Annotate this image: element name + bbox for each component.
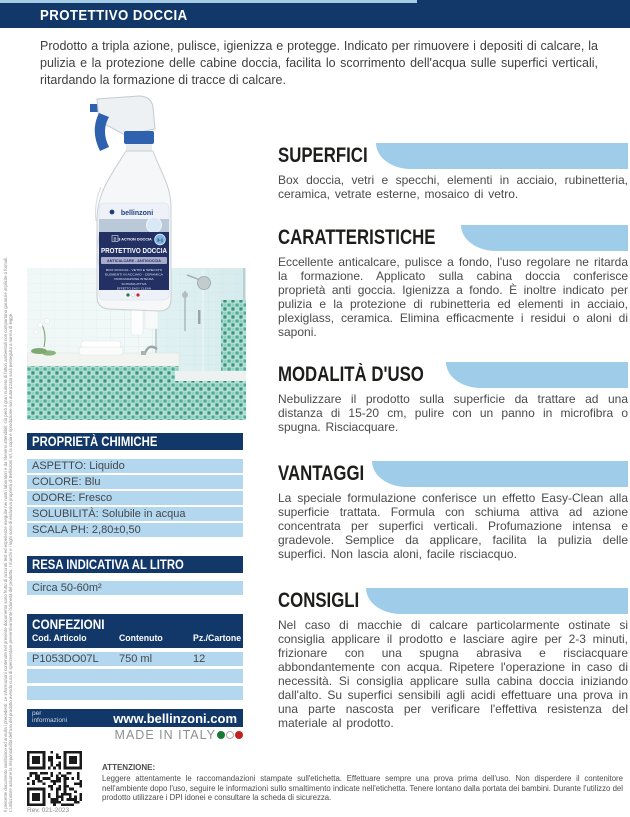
- section-modalita-duso: [278, 361, 628, 434]
- revision-label: Rev. 021-2023: [27, 807, 70, 814]
- label-subtitle: ANTICALCARE - ANTIGOCCIA: [107, 258, 162, 263]
- section-title: VANTAGGI: [278, 462, 365, 485]
- section-caratteristiche: [278, 224, 628, 339]
- label-action: 3 ACTION DOCCIA: [118, 237, 152, 242]
- chem-row-solubilita: SOLUBILITÀ: Solubile in acqua: [27, 507, 243, 521]
- section-ribbon: [461, 225, 628, 251]
- section-body: Box doccia, vetri e specchi, elementi in acciaio, rubinetteria, ceramica, vetrate esterne, mosaico di vetro.: [278, 173, 628, 201]
- section-vantaggi: [278, 460, 628, 561]
- legal-disclaimer-vertical: Il presente documento sostituisce ed annulla i precedenti. Le informazioni contenute nel presente documento sono frutto di accurati test ed esperienze eseguite nei nostri laboratori e da ritenersi attendibili; ciò però il gran numero di fattori ambientali non comportano garanzie implicite o formali. L'utilizzatore assume la responsabilità dell'uso del prodotto avendo cura di sperimentare preventivamente l'idoneità del prodotto. I marchi e i loghi sono di esclusiva proprietà di Bellinzoni srl, la copia e riproduzione non autorizzata sarà perseguita a norma di legge.: [3, 256, 14, 812]
- label-b-icon: B: [113, 236, 117, 242]
- label-flag-green-icon: [126, 293, 129, 296]
- section-title: MODALITÀ D'USO: [278, 363, 424, 386]
- top-accent-strip: [0, 0, 417, 3]
- chem-row-ph: SCALA PH: 2,80±0,50: [27, 523, 243, 537]
- section-consigli: [278, 587, 628, 730]
- label-flag-white-icon: [131, 293, 134, 296]
- bottle-label: [99, 203, 169, 300]
- section-body: Eccellente anticalcare, pulisce a fondo, l'uso regolare ne ritarda la formazione. Applicato sulla cabina doccia conferisce proprietà anti goccia. Igienizza a fondo. È inoltre indicato per pulizia e la protezione di rubinetteria ed elementi in acciaio, plexiglass, ceramica. Elimina efficacmente i residui o aloni di saponi.: [278, 255, 628, 339]
- section-title: SUPERFICI: [278, 144, 368, 167]
- label-line: ELEMENTI IN ACCIAIO - CERAMICA: [105, 272, 165, 277]
- made-in-italy: MADE IN ITALY: [27, 728, 243, 742]
- section-header: [278, 460, 628, 487]
- section-body: Nebulizzare il prodotto sulla superficie da trattare ad una distanza di 15-20 cm, pulire con un panno in microfibra o spugna. Risciacquare.: [278, 392, 628, 434]
- section-ribbon: [376, 143, 628, 169]
- section-header: [278, 224, 628, 251]
- col-cod-articolo: Cod. Articolo: [32, 633, 87, 644]
- chem-row-aspetto: ASPETTO: Liquido: [27, 459, 243, 473]
- section-header: [278, 361, 628, 388]
- label-line: EFFETTO EASY CLEAN: [116, 286, 152, 291]
- page-title: PROTETTIVO DOCCIA: [40, 6, 188, 24]
- section-header: [278, 142, 628, 169]
- website-link[interactable]: www.bellinzoni.com: [113, 710, 237, 726]
- label-line: BOX DOCCIA - VETRI E SPECCHI: [106, 268, 163, 272]
- table-row: P1053DO07L 750 ml 12: [27, 652, 243, 666]
- packs-columns: [27, 633, 243, 645]
- label-flag-red-icon: [136, 293, 139, 296]
- col-contenuto: Contenuto: [119, 633, 163, 644]
- info-label: per informazioni: [32, 710, 68, 724]
- flag-white-dot-icon: [226, 731, 234, 739]
- section-body: Nel caso di macchie di calcare particolarmente ostinate si consiglia applicare il prodotto e lasciare agire per 2-3 minuti, frizionare con una spugna abrasiva e risciacquare abbondantemente con acqua. Ripetere l'operazione in caso di necessità. Si consiglia applicare sulla cabina doccia iniziando dall'alto. Su superfici sensibili agli acidi effettuare una prova in una parte nascosta per verificare l'effettiva resistenza del materiale al prodotto.: [278, 618, 628, 730]
- qr-code: [27, 751, 82, 806]
- flag-red-dot-icon: [235, 731, 243, 739]
- section-ribbon: [446, 362, 628, 388]
- header-bar: [0, 0, 630, 28]
- chem-row-colore: COLORE: Blu: [27, 475, 243, 489]
- attention-note: [102, 763, 623, 803]
- intro-paragraph: Prodotto a tripla azione, pulisce, igienizza e protegge. Indicato per rimuovere i depositi di calcare, la pulizia e la protezione delle cabine doccia, facilita lo scorrimento dell'acqua sulle superfici verticali, ritardando la formazione di tracce di calcare.: [40, 39, 598, 87]
- label-brand: bellinzoni: [120, 210, 154, 217]
- table-row: [27, 669, 243, 683]
- label-name: PROTETTIVO DOCCIA: [101, 246, 167, 255]
- section-title: CONSIGLI: [278, 589, 360, 612]
- col-pz-cartone: Pz./Cartone: [193, 633, 242, 644]
- product-bottle: [90, 96, 171, 311]
- section-ribbon: [366, 588, 628, 614]
- section-body: La speciale formulazione conferisce un effetto Easy-Clean alla superficie trattata. Formula con schiuma attiva ad azione concentrata per superfici verticali. Profumazione intensa e gradevole. Semplice da applicare, facilita la pulizia delle superfici. Non lascia aloni, facile risciacquo.: [278, 491, 628, 561]
- section-superfici: [278, 142, 628, 201]
- section-ribbon: [372, 461, 628, 487]
- section-title: CARATTERISTICHE: [278, 226, 436, 249]
- chem-row-odore: ODORE: Fresco: [27, 491, 243, 505]
- table-row: [27, 686, 243, 700]
- resa-header: RESA INDICATIVA AL LITRO: [27, 556, 243, 573]
- drop-icon: [110, 210, 115, 215]
- product-visual: [27, 95, 246, 420]
- packs-header: CONFEZIONI Cod. Articolo Contenuto Pz./Cartone: [27, 614, 243, 648]
- chem-properties-header: PROPRIETÀ CHIMICHE: [27, 433, 243, 450]
- label-line: SCHIUMA ATTIVA: [121, 281, 147, 286]
- attention-body: Leggere attentamente le raccomandazioni stampate sull'etichetta. Effettuare sempre una prova prima dell'uso. Non disperdere il contenitore nell'ambiente dopo l'uso, seguire le informazioni sullo smaltimento indicate nell'etichetta. Tenere lontano dalla portata dei bambini. Durante l'utilizzo del prodotto utilizzare i DPI idonei e consultare la scheda di sicurezza.: [102, 773, 623, 803]
- attention-label: ATTENZIONE:: [102, 763, 156, 772]
- info-bar: [27, 709, 243, 727]
- resa-row: Circa 50-60m²: [27, 581, 243, 595]
- svg-text:3-1: 3-1: [156, 237, 164, 243]
- label-line: PROFUMAZIONE INTENSA: [114, 277, 154, 282]
- flag-green-dot-icon: [217, 731, 225, 739]
- section-header: [278, 587, 628, 614]
